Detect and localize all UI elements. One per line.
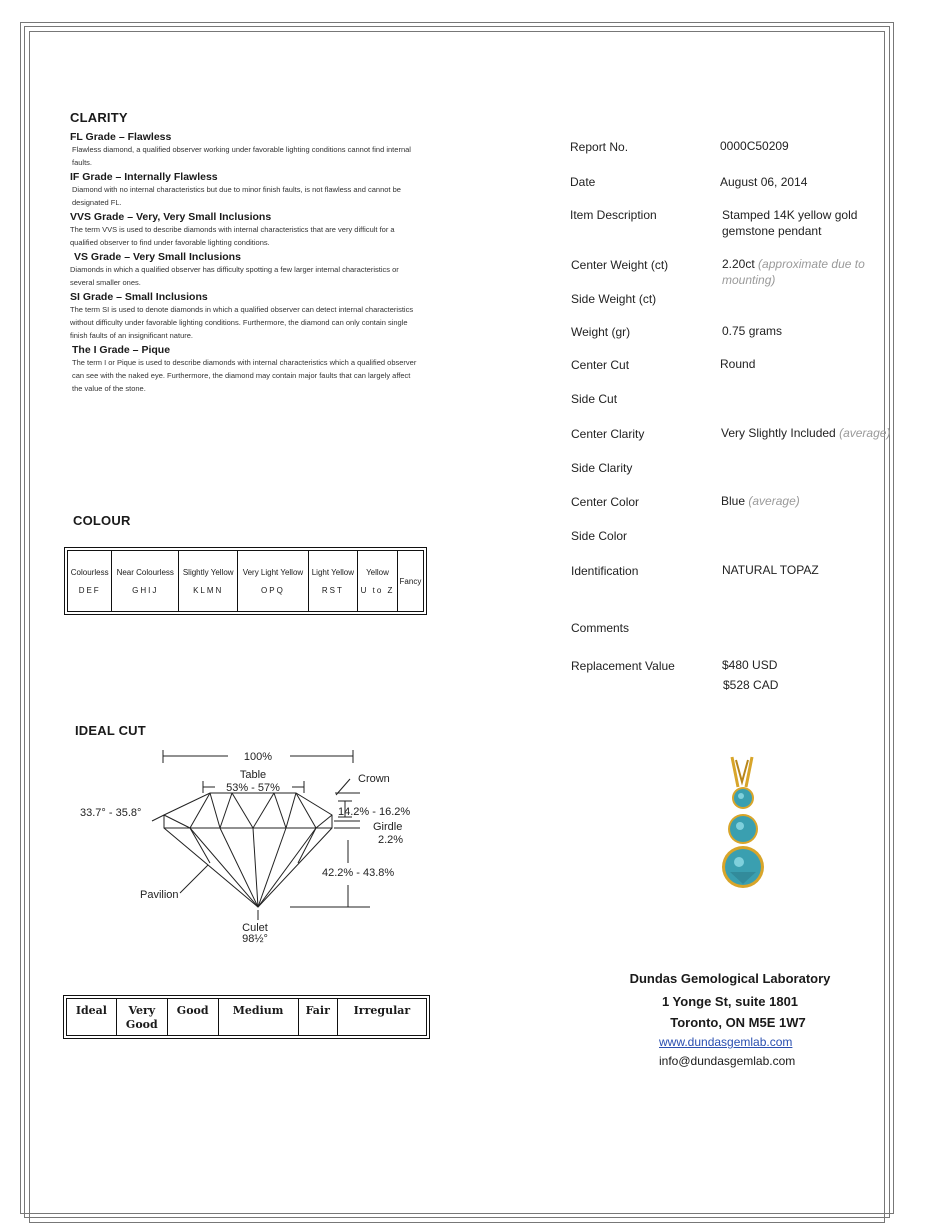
colour-cell: Light Yellow RST (308, 551, 357, 612)
report-label: Date (570, 175, 596, 189)
crown-label: Crown (358, 773, 390, 785)
pavilion-label: Pavilion (140, 889, 179, 901)
lab-name: Dundas Gemological Laboratory (629, 971, 831, 986)
grade-si-desc: The term SI is used to denote diamonds in which a qualified observer can detect internal characteristics without difficulty under favorable lighting conditions. Furthermore, the diamond can only contain single finish faults of an insignificant nature. (70, 305, 414, 340)
center-clarity-value: Very Slightly Included (721, 426, 836, 440)
colour-cell: Very Light Yellow OPQ (238, 551, 308, 612)
lab-website-text[interactable]: www.dundasgemlab.com (659, 1035, 793, 1049)
colour-cell: Colourless DEF (68, 551, 112, 612)
report-label: Replacement Value (571, 659, 675, 673)
ideal-cut-title: IDEAL CUT (75, 723, 146, 738)
cut-cell: Fair (298, 999, 337, 1036)
crown-angle: 33.7° - 35.8° (80, 807, 142, 819)
report-value: Round (720, 357, 756, 371)
report-value: 0.75 grams (722, 324, 783, 338)
grade-if-desc: Diamond with no internal characteristics but due to minor finish faults, is not flawless and cannot be designated FL. (72, 185, 401, 207)
diamond-proportion-diagram (70, 745, 430, 950)
cut-cell: Very Good (116, 999, 167, 1036)
report-label: Center Color (571, 495, 640, 509)
colour-title: COLOUR (73, 513, 131, 528)
table-pct: 53% - 57% (226, 782, 280, 794)
report-label: Side Color (571, 529, 628, 543)
cut-cell: Medium (218, 999, 298, 1036)
report-label: Weight (gr) (571, 325, 631, 339)
report-value: $480 USD (722, 658, 778, 672)
report-label: Side Clarity (571, 461, 633, 475)
colour-cell: Fancy (397, 551, 423, 612)
grade-i-desc: The term I or Pique is used to describe diamonds with internal characteristics which a qualified observer can see with the naked eye. Furthermore, the diamond may contain major faults that can largely affect the value of the stone. (72, 358, 417, 393)
center-weight-value: 2.20ct (722, 257, 755, 271)
width-pct: 100% (243, 751, 273, 763)
report-value-cad: $528 CAD (723, 678, 779, 692)
report-label: Identification (571, 564, 639, 578)
lab-address-1: 1 Yonge St, suite 1801 (661, 994, 799, 1009)
center-color-note: (average) (748, 494, 800, 508)
report-value: August 06, 2014 (720, 175, 808, 189)
report-label: Center Weight (ct) (571, 258, 669, 272)
grade-si-heading: SI Grade – Small Inclusions (70, 291, 208, 303)
report-value (721, 493, 800, 509)
report-label: Side Weight (ct) (571, 292, 657, 306)
report-label: Comments (571, 621, 630, 635)
cut-cell: Good (167, 999, 218, 1036)
grade-vs-heading: VS Grade – Very Small Inclusions (74, 251, 241, 263)
lab-email[interactable]: info@dundasgemlab.com (659, 1054, 796, 1068)
culet-label: Culet (242, 922, 268, 934)
grade-vvs-heading: VVS Grade – Very, Very Small Inclusions (70, 211, 272, 223)
girdle-pct: 2.2% (378, 834, 404, 846)
lab-website-link[interactable] (659, 1035, 792, 1049)
cut-cell: Ideal (67, 999, 117, 1036)
grade-fl-heading: FL Grade – Flawless (70, 131, 172, 143)
report-value (721, 425, 899, 441)
colour-scale (67, 550, 424, 612)
report-label: Center Cut (571, 358, 630, 372)
report-label: Report No. (570, 140, 629, 154)
pavilion-depth: 42.2% - 43.8% (322, 867, 395, 879)
girdle-label: Girdle (373, 821, 403, 833)
grade-vs-desc: Diamonds in which a qualified observer has difficulty spotting a few larger internal characteristics or several smaller ones. (70, 265, 399, 287)
table-label: Table (239, 769, 267, 781)
grade-vvs-desc: The term VVS is used to describe diamonds with internal characteristics that are very difficult for a qualified observer to find under favorable lighting conditions. (70, 225, 395, 247)
center-color-value: Blue (721, 494, 746, 508)
report-value (722, 256, 887, 288)
report-label: Side Cut (571, 392, 618, 406)
pendant-image (712, 752, 772, 892)
center-weight-note: (approximate due to mounting) (722, 257, 865, 287)
cut-cell: Irregular (337, 999, 426, 1036)
report-value: NATURAL TOPAZ (722, 563, 819, 577)
grade-i-heading: The I Grade – Pique (72, 344, 171, 356)
colour-cell: Slightly Yellow KLMN (179, 551, 238, 612)
grade-if-heading: IF Grade – Internally Flawless (70, 171, 218, 183)
culet-angle: 98½° (242, 933, 268, 945)
clarity-title: CLARITY (70, 110, 128, 125)
report-label: Item Description (570, 208, 657, 222)
colour-cell: Yellow U to Z (358, 551, 398, 612)
clarity-section (70, 110, 420, 395)
center-clarity-note: (average) (839, 426, 891, 440)
grade-fl-desc: Flawless diamond, a qualified observer working under favorable lighting conditions cannot find internal faults. (72, 145, 411, 167)
report-value: Stamped 14K yellow gold gemstone pendant (722, 208, 858, 238)
report-label: Center Clarity (571, 427, 645, 441)
cut-scale (66, 998, 427, 1036)
crown-height: 14.2% - 16.2% (338, 806, 411, 818)
colour-cell: Near Colourless GHIJ (112, 551, 179, 612)
report-value: 0000C50209 (720, 139, 789, 153)
lab-address-2: Toronto, ON M5E 1W7 (670, 1015, 806, 1030)
